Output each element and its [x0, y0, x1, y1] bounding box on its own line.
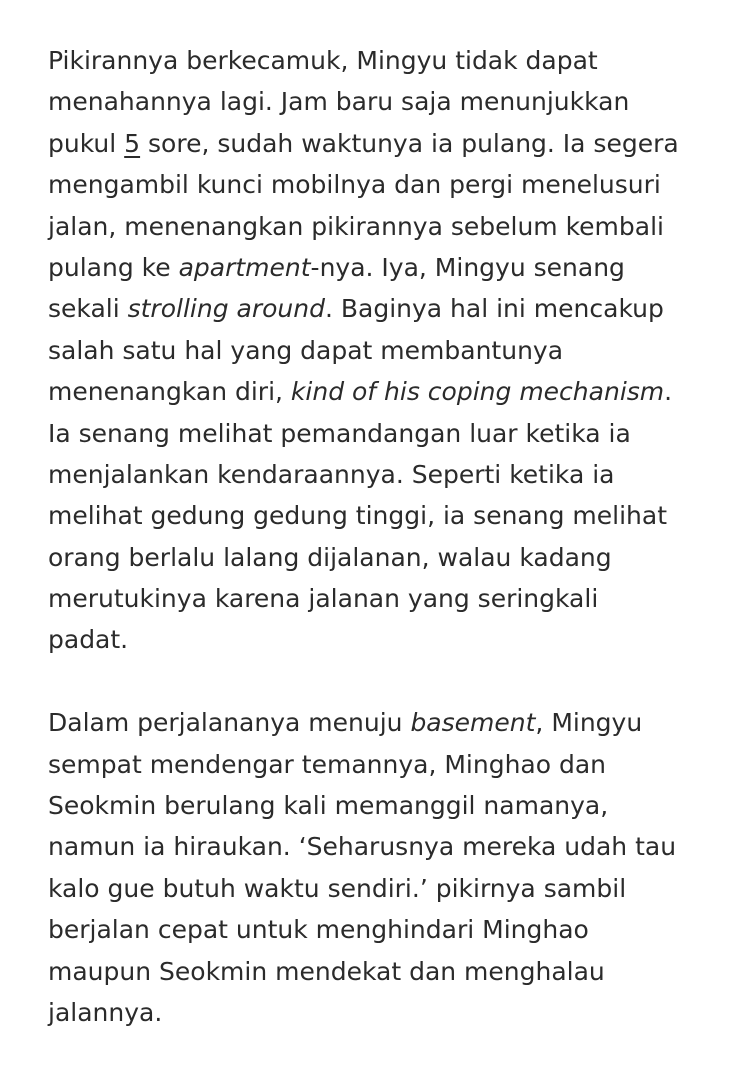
text-line: [48, 206, 718, 247]
text-segment: pukul: [48, 128, 125, 158]
text-line: [48, 288, 718, 329]
text-line: [48, 371, 718, 412]
text-line: [48, 826, 718, 867]
text-segment: Seokmin berulang kali memanggil namanya,: [48, 791, 609, 821]
text-segment: namun ia hiraukan. ‘Seharusnya mereka udah tau: [48, 832, 677, 862]
text-line: [48, 578, 718, 619]
text-segment: jalannya.: [48, 997, 163, 1027]
text-line: [48, 454, 718, 495]
text-segment: salah satu hal yang dapat membantunya: [48, 335, 564, 365]
paragraph: [48, 702, 718, 1033]
text-segment: sempat mendengar temannya, Minghao dan: [48, 749, 607, 779]
text-line: [48, 992, 718, 1033]
italic-text: basement: [410, 708, 536, 738]
text-segment: jalan, menenangkan pikirannya sebelum kembali: [48, 211, 664, 241]
text-line: [48, 40, 718, 81]
text-segment: Dalam perjalananya menuju: [48, 708, 411, 738]
text-segment: .: [664, 377, 673, 407]
text-line: [48, 123, 718, 164]
text-line: [48, 702, 718, 743]
text-segment: sore, sudah waktunya ia pulang. Ia segera: [140, 128, 679, 158]
text-line: [48, 909, 718, 950]
italic-text: apartment: [178, 252, 311, 282]
text-segment: menjalankan kendaraannya. Seperti ketika ia: [48, 459, 615, 489]
text-segment: menenangkan diri,: [48, 377, 291, 407]
underlined-text: 5: [124, 128, 141, 158]
text-line: [48, 951, 718, 992]
text-line: [48, 619, 718, 660]
text-segment: melihat gedung gedung tinggi, ia senang melihat: [48, 501, 667, 531]
text-line: [48, 537, 718, 578]
text-line: [48, 247, 718, 288]
paragraph-gap: [48, 661, 718, 702]
text-line: [48, 785, 718, 826]
text-segment: Pikirannya berkecamuk, Mingyu tidak dapat: [48, 46, 598, 75]
text-line: [48, 81, 718, 122]
text-segment: pulang ke: [48, 252, 179, 282]
text-line: [48, 868, 718, 909]
text-segment: . Baginya hal ini mencakup: [324, 294, 664, 324]
text-line: [48, 744, 718, 785]
italic-text: kind of his coping mechanism: [290, 377, 665, 407]
text-line: [48, 164, 718, 205]
text-segment: berjalan cepat untuk menghindari Minghao: [48, 915, 589, 945]
paragraph: [48, 40, 718, 661]
text-segment: kalo gue butuh waktu sendiri.’ pikirnya sambil: [48, 873, 627, 903]
text-line: [48, 413, 718, 454]
text-segment: maupun Seokmin mendekat dan menghalau: [48, 956, 605, 986]
text-segment: Ia senang melihat pemandangan luar ketika ia: [48, 418, 631, 448]
text-segment: orang berlalu lalang dijalanan, walau kadang: [48, 542, 612, 572]
story-text: [48, 40, 718, 1033]
text-segment: -nya. Iya, Mingyu senang: [310, 252, 625, 282]
text-segment: menahannya lagi. Jam baru saja menunjukkan: [48, 87, 630, 117]
text-segment: padat.: [48, 625, 129, 655]
text-segment: merutukinya karena jalanan yang seringkali: [48, 584, 599, 614]
text-line: [48, 330, 718, 371]
text-line: [48, 495, 718, 536]
text-segment: , Mingyu: [535, 708, 643, 738]
italic-text: strolling around: [127, 294, 325, 324]
text-segment: sekali: [48, 294, 128, 324]
text-segment: mengambil kunci mobilnya dan pergi menelusuri: [48, 170, 661, 200]
